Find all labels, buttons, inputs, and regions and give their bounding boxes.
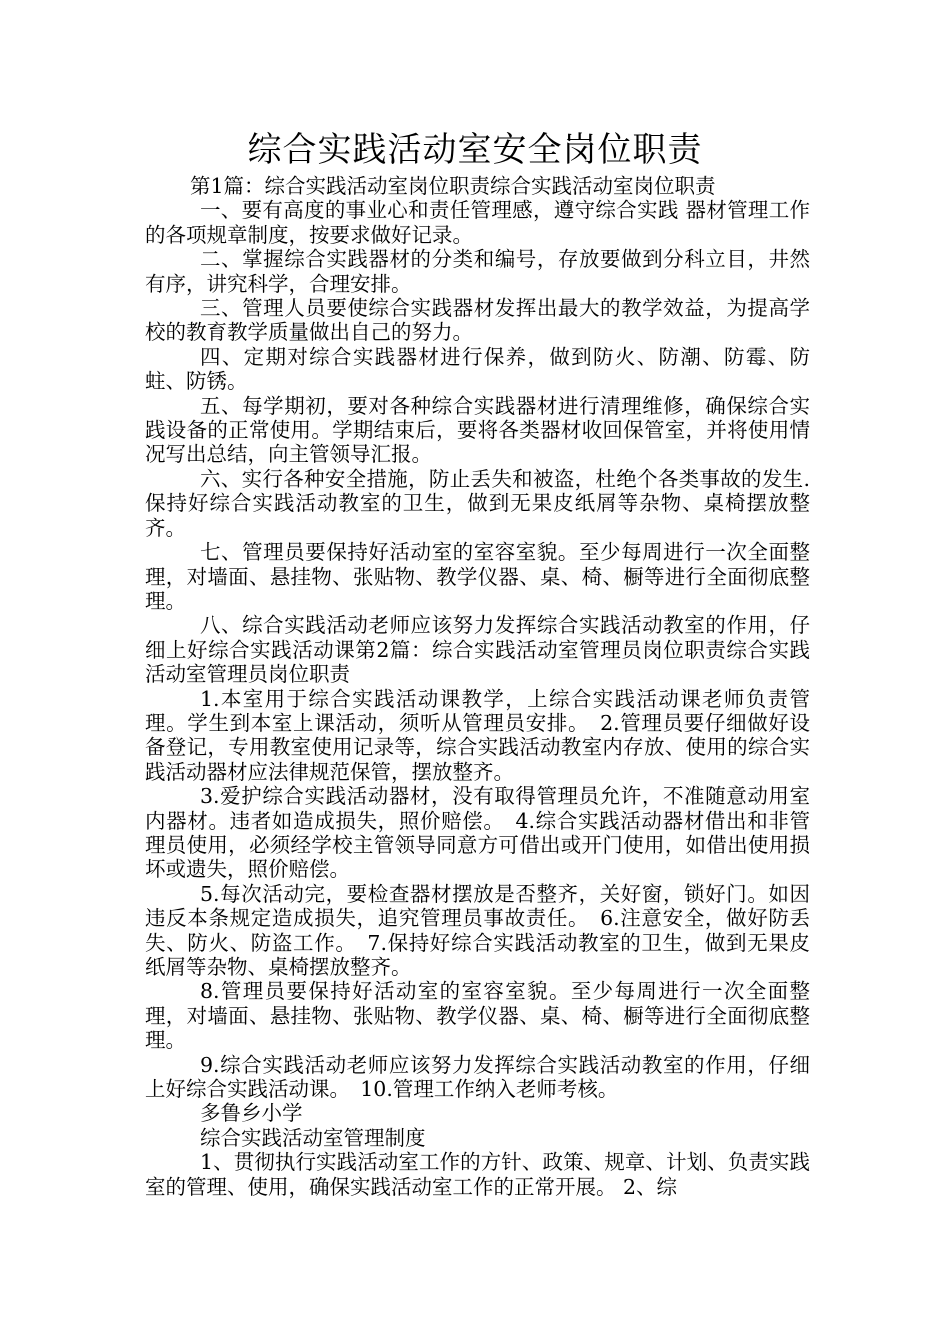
paragraph-2: 二、掌握综合实践器材的分类和编号，存放要做到分科立目，井然有序，讲究科学，合理安排。 [145,247,810,296]
document-body [145,174,810,1199]
paragraph-12: 8.管理员要保持好活动室的室容室貌。至少每周进行一次全面整理，对墙面、悬挂物、张贴物、教学仪器、桌、椅、橱等进行全面彻底整理。 [145,979,810,1053]
paragraph-13: 9.综合实践活动老师应该努力发挥综合实践活动教室的作用，仔细上好综合实践活动课。 10.管理工作纳入老师考核。 [145,1052,810,1102]
paragraph-9: 1.本室用于综合实践活动课教学，上综合实践活动课老师负责管理。学生到本室上课活动，须听从管理员安排。 2.管理员要仔细做好设备登记，专用教室使用记录等，综合实践活动教室内存放、使用的综合实践活动器材应法律规范保管，摆放整齐。 [145,686,810,784]
document-title: 综合实践活动室安全岗位职责 [247,130,703,170]
school-name: 多鲁乡小学 [200,1101,303,1126]
paragraph-5: 五、每学期初，要对各种综合实践器材进行清理维修，确保综合实践设备的正常使用。学期结束后，要将各类器材收回保管室，并将使用情况写出总结，向主管领导汇报。 [145,393,810,467]
paragraph-3: 三、管理人员要使综合实践器材发挥出最大的教学效益，为提高学校的教育教学质量做出自己的努力。 [145,296,810,345]
paragraph-11: 5.每次活动完，要检查器材摆放是否整齐，关好窗，锁好门。如因违反本条规定造成损失，追究管理员事故责任。 6.注意安全，做好防丢失、防火、防盗工作。 7.保持好综合实践活动教室的卫生，做到无果皮纸屑等杂物、桌椅摆放整齐。 [145,881,810,979]
final-paragraph: 1、贯彻执行实践活动室工作的方针、政策、规章、计划、负责实践室的管理、使用，确保实践活动室工作的正常开展。 2、综 [145,1150,810,1199]
article-subtitle: 第1篇：综合实践活动室岗位职责综合实践活动室岗位职责 [190,174,716,198]
paragraph-10: 3.爱护综合实践活动器材，没有取得管理员允许，不准随意动用室内器材。违者如造成损失，照价赔偿。 4.综合实践活动器材借出和非管理员使用，必须经学校主管领导同意方可借出或开门使用，如借出使用损坏或遗失，照价赔偿。 [145,784,810,882]
paragraph-4: 四、定期对综合实践器材进行保养，做到防火、防潮、防霉、防蛀、防锈。 [145,344,810,394]
paragraph-8: 八、综合实践活动老师应该努力发挥综合实践活动教室的作用，仔细上好综合实践活动课第2篇：综合实践活动室管理员岗位职责综合实践活动室管理员岗位职责 [145,613,810,687]
section-title: 综合实践活动室管理制度 [200,1125,426,1150]
paragraph-1: 一、要有高度的事业心和责任管理感，遵守综合实践 器材管理工作的各项规章制度，按要求做好记录。 [145,198,810,247]
paragraph-6: 六、实行各种安全措施，防止丢失和被盗，杜绝个各类事故的发生.保持好综合实践活动教室的卫生，做到无果皮纸屑等杂物、桌椅摆放整齐。 [145,466,810,540]
paragraph-7: 七、管理员要保持好活动室的室容室貌。至少每周进行一次全面整理，对墙面、悬挂物、张贴物、教学仪器、桌、椅、橱等进行全面彻底整理。 [145,540,810,613]
